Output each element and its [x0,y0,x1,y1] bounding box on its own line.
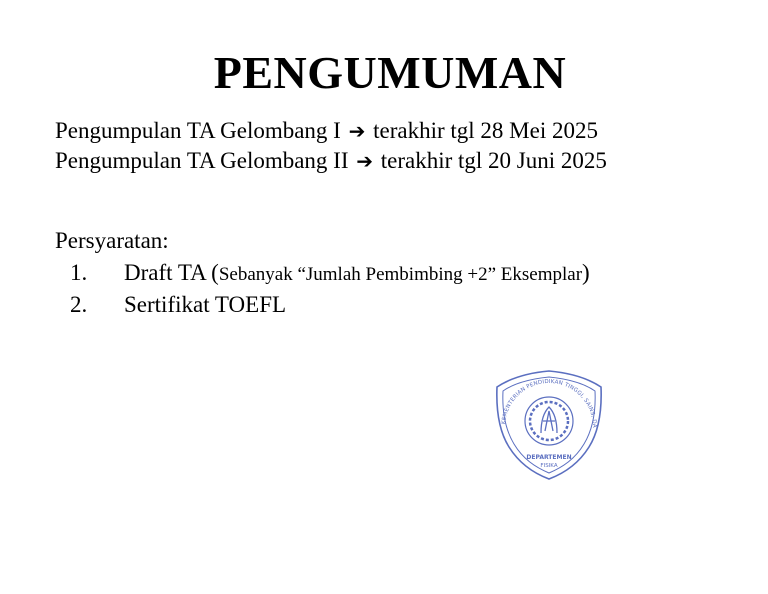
schedule-item-1 [55,116,607,146]
requirement-item-1 [70,258,590,290]
stamp-ring-text: KEMENTERIAN PENDIDIKAN TINGGI, SAINS, DA [501,378,598,428]
schedule-label: Pengumpulan TA Gelombang I [55,118,341,143]
right-arrow-icon: ➔ [348,119,366,143]
schedule-deadline: terakhir tgl 28 Mei 2025 [373,118,598,143]
requirement-text: Sertifikat TOEFL [124,292,287,317]
stamp-unit: FISIKA [540,463,558,469]
schedule-label: Pengumpulan TA Gelombang II [55,148,349,173]
department-stamp [489,365,609,483]
requirement-detail: Sebanyak “Jumlah Pembimbing +2” Eksemplar [218,264,583,285]
stamp-department: DEPARTEMEN [526,454,572,461]
requirements-list [70,258,590,320]
requirement-close: ) [582,260,590,285]
page-title: PENGUMUMAN [213,47,567,98]
requirement-text: Draft TA ( [124,260,219,285]
stamp-seal-icon [489,365,609,483]
right-arrow-icon: ➔ [356,149,374,173]
requirements-heading: Persyaratan: [55,228,169,253]
schedule-list [55,116,607,176]
requirement-item-2 [70,290,590,320]
requirement-number: 1. [70,260,88,285]
schedule-item-2 [55,146,607,176]
requirement-number: 2. [70,292,88,317]
schedule-deadline: terakhir tgl 20 Juni 2025 [380,148,607,173]
